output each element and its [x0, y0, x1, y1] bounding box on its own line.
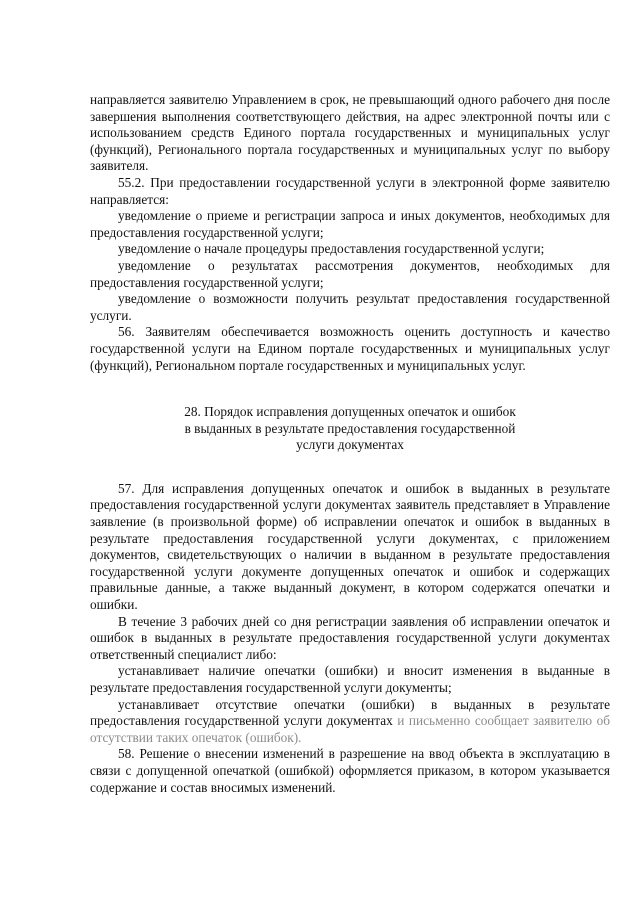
paragraph-notice-possibility: уведомление о возможности получить результат предоставления государственной услуги.: [90, 291, 610, 323]
paragraph-57: 57. Для исправления допущенных опечаток и ошибок в выданных в результате предоставления государственной услуги документах заявитель представляет в Управление заявление (в произвольной форме) об исправлении опечаток и ошибок в выданных в результате предоставления государственной услуги документах, с приложением документов, свидетельствующих о наличии в выданном в результате предоставления государственной услуги документе допущенных опечаток и ошибок и содержащих правильные данные, а также выданный документ, в котором содержатся опечатки и ошибки.: [90, 480, 610, 613]
document-page: [90, 92, 610, 796]
paragraph-three-days: В течение 3 рабочих дней со дня регистрации заявления об исправлении опечаток и ошибок в выданных в результате предоставления государственной услуги документах ответственный специалист либо:: [90, 613, 610, 662]
section-heading: [90, 404, 610, 454]
paragraph-56: 56. Заявителям обеспечивается возможность оценить доступность и качество государственной услуги на Едином портале государственных и муниципальных услуг (функций), Региональном портале государственных и муниципальных услуг.: [90, 324, 610, 373]
section-heading-line-3: услуги документах: [296, 437, 404, 453]
section-heading-line-1: 28. Порядок исправления допущенных опечаток и ошибок: [184, 404, 516, 420]
paragraph-establishes-presence: устанавливает наличие опечатки (ошибки) и вносит изменения в выданные в результате предоставления государственной услуги документы;: [90, 663, 610, 695]
paragraph-notice-results: уведомление о результатах рассмотрения документов, необходимых для предоставления государственной услуги;: [90, 257, 610, 290]
absence-text-faded: и письменно сообщает заявителю об отсутствии таких опечаток (ошибок).: [90, 713, 610, 745]
paragraph-continuation: направляется заявителю Управлением в срок, не превышающий одного рабочего дня после завершения выполнения соответствующего действия, на адрес электронной почты или с использованием средств Единого портала государственных и муниципальных услуг (функций), Регионального портала государственных и муниципальных услуг по выбору заявителя.: [90, 92, 610, 174]
paragraph-establishes-absence: [90, 697, 610, 747]
absence-text: устанавливает отсутствие опечатки (ошибки) в выданных в результате предоставления государственной услуги документах: [90, 696, 610, 729]
paragraph-notice-receipt: уведомление о приеме и регистрации запроса и иных документов, необходимых для предоставления государственной услуги;: [90, 208, 610, 240]
paragraph-notice-start: уведомление о начале процедуры предоставления государственной услуги;: [118, 241, 545, 257]
paragraph-58: 58. Решение о внесении изменений в разрешение на ввод объекта в эксплуатацию в связи с допущенной опечаткой (ошибкой) оформляется приказом, в котором указывается содержание и состав вносимых изменений.: [90, 746, 610, 795]
paragraph-55-2: 55.2. При предоставлении государственной услуги в электронной форме заявителю направляется:: [90, 174, 610, 207]
section-heading-line-2: в выданных в результате предоставления государственной: [184, 420, 516, 436]
